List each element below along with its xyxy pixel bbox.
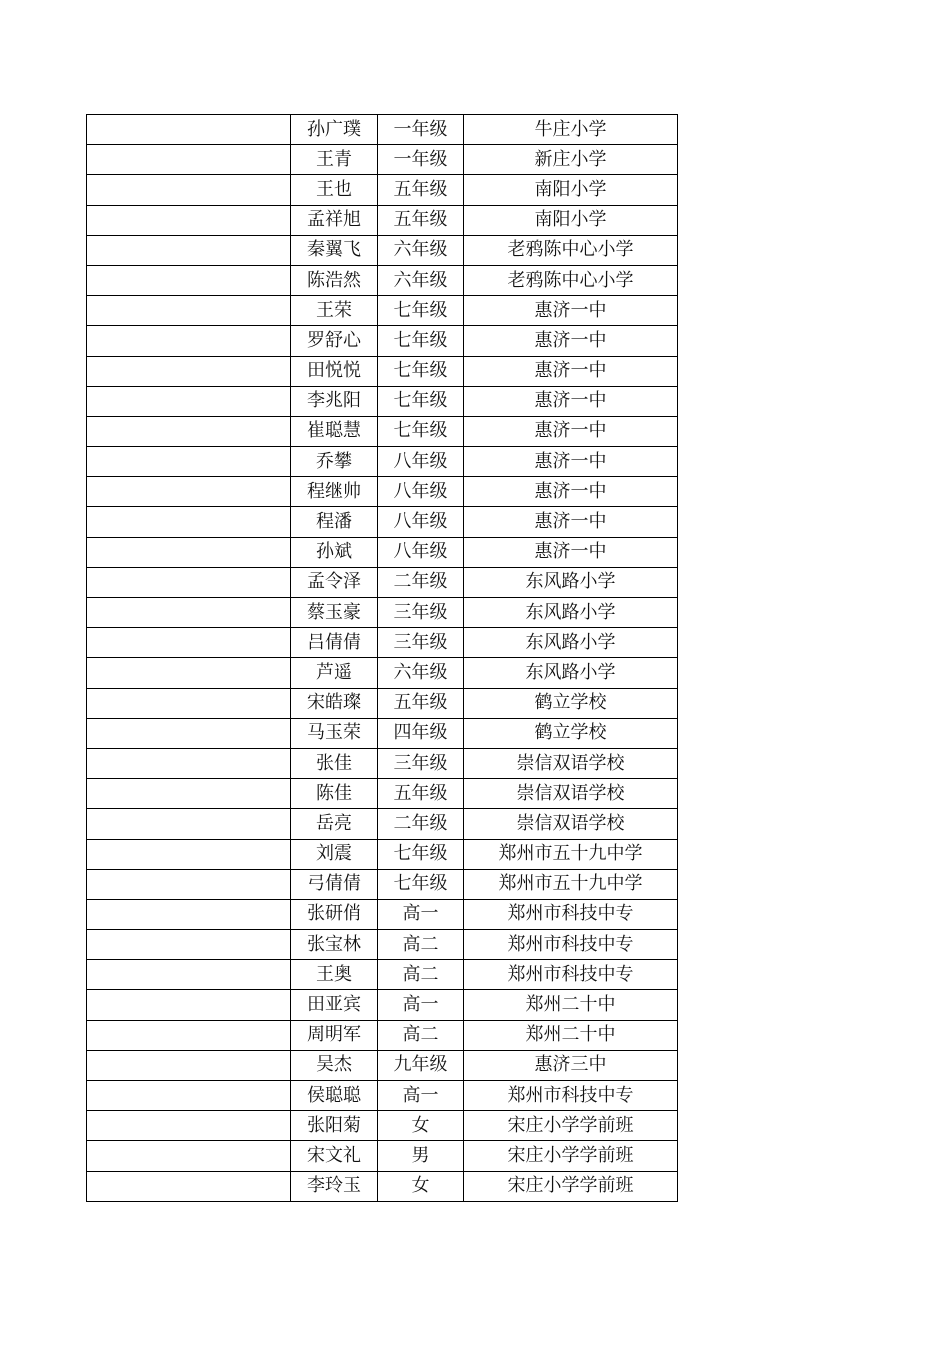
student-name-cell: 岳亮 — [291, 809, 378, 839]
grade-cell: 五年级 — [378, 779, 464, 809]
grade-cell: 一年级 — [378, 145, 464, 175]
school-cell: 东风路小学 — [464, 567, 678, 597]
student-name-cell: 芦遥 — [291, 658, 378, 688]
table-row — [87, 386, 678, 416]
table-row — [87, 899, 678, 929]
blank-cell — [87, 145, 291, 175]
table-row — [87, 115, 678, 145]
school-cell: 惠济一中 — [464, 386, 678, 416]
table-row — [87, 869, 678, 899]
school-cell: 老鸦陈中心小学 — [464, 265, 678, 295]
grade-cell: 七年级 — [378, 356, 464, 386]
blank-cell — [87, 839, 291, 869]
table-row — [87, 809, 678, 839]
school-cell: 东风路小学 — [464, 658, 678, 688]
table-row — [87, 1111, 678, 1141]
blank-cell — [87, 235, 291, 265]
blank-cell — [87, 175, 291, 205]
table-row — [87, 839, 678, 869]
grade-cell: 七年级 — [378, 386, 464, 416]
table-row — [87, 537, 678, 567]
student-name-cell: 吴杰 — [291, 1050, 378, 1080]
table-row — [87, 205, 678, 235]
student-name-cell: 王青 — [291, 145, 378, 175]
blank-cell — [87, 537, 291, 567]
student-name-cell: 王荣 — [291, 296, 378, 326]
school-cell: 牛庄小学 — [464, 115, 678, 145]
blank-cell — [87, 1050, 291, 1080]
grade-cell: 一年级 — [378, 115, 464, 145]
grade-cell: 七年级 — [378, 416, 464, 446]
blank-cell — [87, 326, 291, 356]
student-name-cell: 程继帅 — [291, 477, 378, 507]
student-name-cell: 王奥 — [291, 960, 378, 990]
student-name-cell: 程潘 — [291, 507, 378, 537]
blank-cell — [87, 628, 291, 658]
school-cell: 惠济一中 — [464, 447, 678, 477]
table-row — [87, 416, 678, 446]
blank-cell — [87, 809, 291, 839]
grade-cell: 七年级 — [378, 869, 464, 899]
blank-cell — [87, 1171, 291, 1201]
grade-cell: 八年级 — [378, 537, 464, 567]
grade-cell: 三年级 — [378, 598, 464, 628]
table-row — [87, 628, 678, 658]
grade-cell: 八年级 — [378, 477, 464, 507]
school-cell: 郑州市五十九中学 — [464, 839, 678, 869]
grade-cell: 四年级 — [378, 718, 464, 748]
blank-cell — [87, 477, 291, 507]
table-row — [87, 507, 678, 537]
blank-cell — [87, 115, 291, 145]
blank-cell — [87, 1141, 291, 1171]
grade-cell: 八年级 — [378, 447, 464, 477]
student-name-cell: 田悦悦 — [291, 356, 378, 386]
school-cell: 惠济一中 — [464, 477, 678, 507]
school-cell: 郑州市科技中专 — [464, 930, 678, 960]
table-row — [87, 1141, 678, 1171]
blank-cell — [87, 356, 291, 386]
school-cell: 鹤立学校 — [464, 688, 678, 718]
student-name-cell: 孟祥旭 — [291, 205, 378, 235]
student-name-cell: 吕倩倩 — [291, 628, 378, 658]
table-row — [87, 960, 678, 990]
student-name-cell: 宋皓璨 — [291, 688, 378, 718]
grade-cell: 男 — [378, 1141, 464, 1171]
table-row — [87, 356, 678, 386]
school-cell: 郑州市科技中专 — [464, 899, 678, 929]
student-name-cell: 田亚宾 — [291, 990, 378, 1020]
grade-cell: 六年级 — [378, 265, 464, 295]
grade-cell: 六年级 — [378, 235, 464, 265]
grade-cell: 七年级 — [378, 296, 464, 326]
table-row — [87, 779, 678, 809]
blank-cell — [87, 296, 291, 326]
table-row — [87, 598, 678, 628]
school-cell: 惠济一中 — [464, 416, 678, 446]
student-name-cell: 周明军 — [291, 1020, 378, 1050]
school-cell: 老鸦陈中心小学 — [464, 235, 678, 265]
student-name-cell: 秦翼飞 — [291, 235, 378, 265]
school-cell: 宋庄小学学前班 — [464, 1111, 678, 1141]
blank-cell — [87, 990, 291, 1020]
school-cell: 崇信双语学校 — [464, 779, 678, 809]
table-row — [87, 265, 678, 295]
blank-cell — [87, 386, 291, 416]
table-row — [87, 235, 678, 265]
school-cell: 宋庄小学学前班 — [464, 1171, 678, 1201]
student-name-cell: 李兆阳 — [291, 386, 378, 416]
table-row — [87, 1081, 678, 1111]
grade-cell: 高二 — [378, 1020, 464, 1050]
student-name-cell: 罗舒心 — [291, 326, 378, 356]
school-cell: 惠济一中 — [464, 537, 678, 567]
table-row — [87, 930, 678, 960]
grade-cell: 高二 — [378, 960, 464, 990]
blank-cell — [87, 507, 291, 537]
table-row — [87, 658, 678, 688]
grade-cell: 七年级 — [378, 839, 464, 869]
school-cell: 郑州市科技中专 — [464, 1081, 678, 1111]
student-name-cell: 孙广璞 — [291, 115, 378, 145]
grade-cell: 五年级 — [378, 175, 464, 205]
table-row — [87, 447, 678, 477]
student-name-cell: 孟令泽 — [291, 567, 378, 597]
school-cell: 宋庄小学学前班 — [464, 1141, 678, 1171]
table-row — [87, 688, 678, 718]
table-row — [87, 1020, 678, 1050]
student-name-cell: 孙斌 — [291, 537, 378, 567]
school-cell: 惠济一中 — [464, 326, 678, 356]
table-row — [87, 718, 678, 748]
table-row — [87, 175, 678, 205]
blank-cell — [87, 265, 291, 295]
school-cell: 鹤立学校 — [464, 718, 678, 748]
table-row — [87, 567, 678, 597]
blank-cell — [87, 688, 291, 718]
grade-cell: 二年级 — [378, 567, 464, 597]
blank-cell — [87, 447, 291, 477]
blank-cell — [87, 748, 291, 778]
school-cell: 郑州二十中 — [464, 990, 678, 1020]
school-cell: 惠济一中 — [464, 356, 678, 386]
school-cell: 郑州二十中 — [464, 1020, 678, 1050]
table-row — [87, 1171, 678, 1201]
school-cell: 惠济一中 — [464, 507, 678, 537]
table-row — [87, 748, 678, 778]
school-cell: 东风路小学 — [464, 598, 678, 628]
blank-cell — [87, 1111, 291, 1141]
blank-cell — [87, 1081, 291, 1111]
roster-body — [87, 115, 678, 1202]
student-name-cell: 王也 — [291, 175, 378, 205]
blank-cell — [87, 598, 291, 628]
student-name-cell: 马玉荣 — [291, 718, 378, 748]
blank-cell — [87, 899, 291, 929]
grade-cell: 五年级 — [378, 205, 464, 235]
table-row — [87, 1050, 678, 1080]
grade-cell: 八年级 — [378, 507, 464, 537]
blank-cell — [87, 205, 291, 235]
table-row — [87, 326, 678, 356]
blank-cell — [87, 718, 291, 748]
grade-cell: 三年级 — [378, 628, 464, 658]
school-cell: 新庄小学 — [464, 145, 678, 175]
school-cell: 崇信双语学校 — [464, 748, 678, 778]
blank-cell — [87, 416, 291, 446]
grade-cell: 高一 — [378, 990, 464, 1020]
student-name-cell: 李玲玉 — [291, 1171, 378, 1201]
blank-cell — [87, 658, 291, 688]
student-name-cell: 侯聪聪 — [291, 1081, 378, 1111]
student-name-cell: 崔聪慧 — [291, 416, 378, 446]
student-name-cell: 刘震 — [291, 839, 378, 869]
student-name-cell: 张佳 — [291, 748, 378, 778]
school-cell: 惠济一中 — [464, 296, 678, 326]
grade-cell: 三年级 — [378, 748, 464, 778]
table-row — [87, 145, 678, 175]
grade-cell: 九年级 — [378, 1050, 464, 1080]
school-cell: 惠济三中 — [464, 1050, 678, 1080]
school-cell: 南阳小学 — [464, 175, 678, 205]
school-cell: 郑州市五十九中学 — [464, 869, 678, 899]
school-cell: 东风路小学 — [464, 628, 678, 658]
student-name-cell: 张宝林 — [291, 930, 378, 960]
grade-cell: 高二 — [378, 930, 464, 960]
student-name-cell: 蔡玉豪 — [291, 598, 378, 628]
table-row — [87, 296, 678, 326]
student-name-cell: 弓倩倩 — [291, 869, 378, 899]
grade-cell: 女 — [378, 1171, 464, 1201]
student-name-cell: 乔攀 — [291, 447, 378, 477]
grade-cell: 六年级 — [378, 658, 464, 688]
blank-cell — [87, 1020, 291, 1050]
grade-cell: 五年级 — [378, 688, 464, 718]
grade-cell: 七年级 — [378, 326, 464, 356]
grade-cell: 女 — [378, 1111, 464, 1141]
student-name-cell: 陈浩然 — [291, 265, 378, 295]
school-cell: 南阳小学 — [464, 205, 678, 235]
grade-cell: 二年级 — [378, 809, 464, 839]
table-row — [87, 990, 678, 1020]
blank-cell — [87, 960, 291, 990]
blank-cell — [87, 930, 291, 960]
blank-cell — [87, 869, 291, 899]
student-roster-table — [86, 114, 678, 1202]
blank-cell — [87, 567, 291, 597]
blank-cell — [87, 779, 291, 809]
grade-cell: 高一 — [378, 1081, 464, 1111]
student-name-cell: 陈佳 — [291, 779, 378, 809]
table-row — [87, 477, 678, 507]
student-name-cell: 张阳菊 — [291, 1111, 378, 1141]
student-name-cell: 宋文礼 — [291, 1141, 378, 1171]
grade-cell: 高一 — [378, 899, 464, 929]
student-name-cell: 张研俏 — [291, 899, 378, 929]
school-cell: 崇信双语学校 — [464, 809, 678, 839]
school-cell: 郑州市科技中专 — [464, 960, 678, 990]
